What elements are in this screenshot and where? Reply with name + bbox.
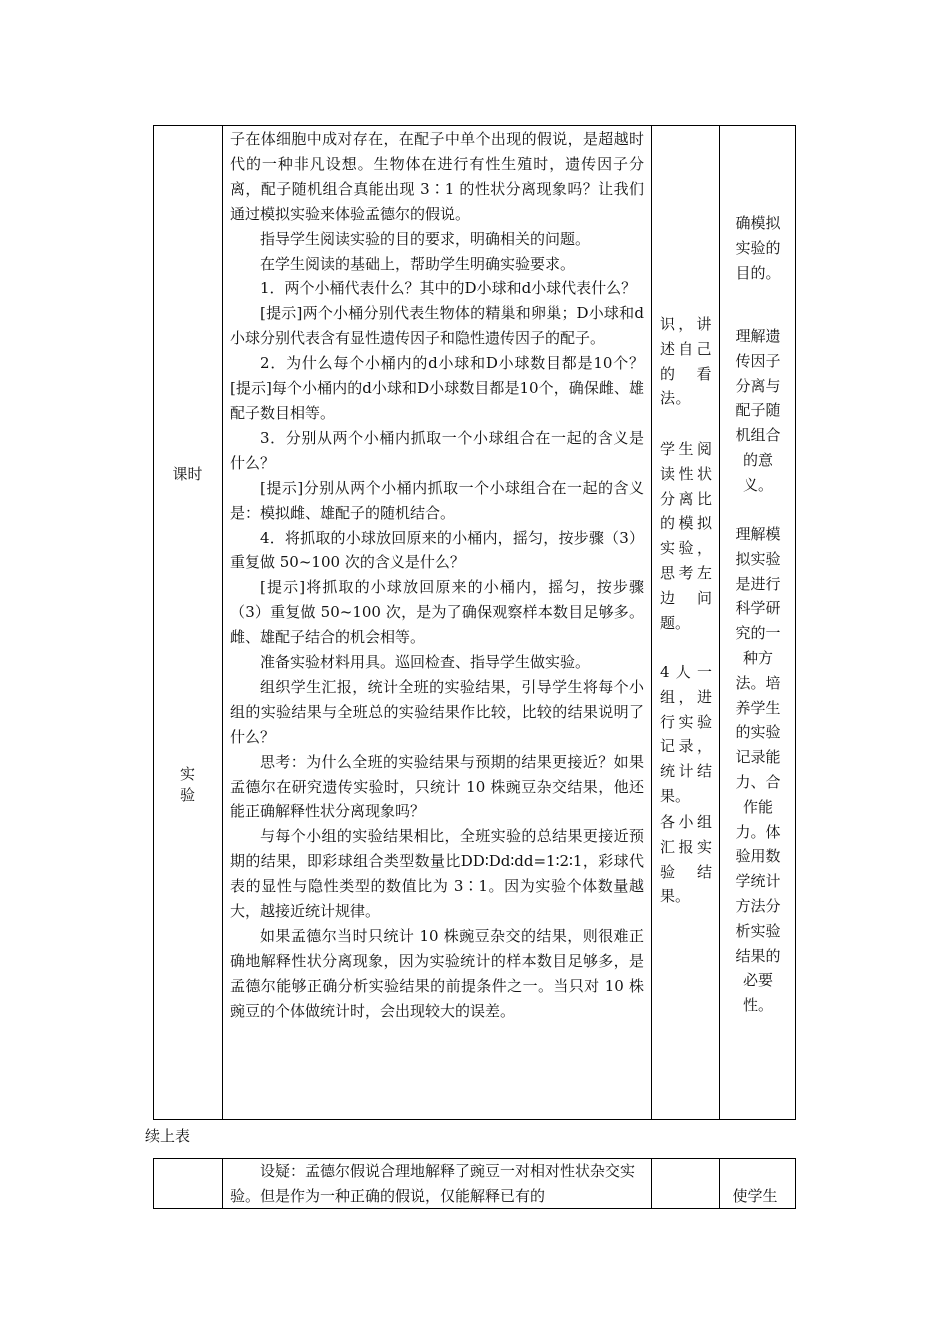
teacher-activity-column: [222, 125, 651, 1120]
teacher-paragraph: 4．将抓取的小球放回原来的小桶内，摇匀，按步骤（3）重复做 50~100 次的含义是什么？: [230, 528, 644, 572]
design-intent-1: 确模拟实验的目的。: [735, 214, 781, 282]
lesson-label: 课时: [172, 465, 203, 483]
continued-teacher-text: 设疑：孟德尔假说合理地解释了豌豆一对相对性状杂交实验。但是作为一种正确的假说，仅能解释已有的: [230, 1162, 636, 1205]
teacher-paragraph: 准备实验材料用具。巡回检查、指导学生做实验。: [260, 653, 591, 672]
teacher-activity-text: [230, 127, 644, 1024]
teacher-paragraph: 1．两个小桶代表什么？其中的D小球和d小球代表什么？: [260, 279, 637, 298]
student-activity-4: 各小组汇报实验结果。: [660, 813, 712, 906]
teacher-paragraph: 与每个小组的实验结果相比，全班实验的总结果更接近预期的结果，即彩球组合类型数量比DD∶Dd∶dd=1∶2∶1，彩球代表的显性与隐性类型的数值比为 3∶1。因为实验个体数量越大，越接近统计规律。: [230, 827, 644, 921]
teacher-paragraph: 组织学生汇报，统计全班的实验结果，引导学生将每个小组的实验结果与全班总的实验结果作比较，比较的结果说明了什么？: [230, 677, 644, 746]
design-intent-3: 理解模拟实验是进行科学研究的一种方法。培养学生的实验记录能力、合作能力。体验用数学统计方法分析实验结果的必要性。: [735, 525, 781, 1015]
continued-table-label: 续上表: [145, 1127, 191, 1145]
teacher-paragraph: 3．分别从两个小桶内抓取一个小球组合在一起的含义是什么？: [230, 428, 644, 472]
student-activity-column: [651, 125, 719, 1120]
teacher-paragraph: 指导学生阅读实验的目的要求，明确相关的问题。: [260, 229, 591, 248]
experiment-label: 实 验: [179, 765, 205, 804]
student-activity-2: 学生阅读性状分离比的模拟实验，思考左边问题。: [660, 440, 712, 632]
continued-design-intent: 使学生: [732, 1187, 778, 1205]
lesson-plan-table: [153, 125, 796, 1120]
teacher-paragraph: 子在体细胞中成对存在，在配子中单个出现的假说，是超越时代的一种非凡设想。生物体在进行有性生殖时，遗传因子分离，配子随机组合真能出现 3∶1 的性状分离现象吗？让我们通过模拟实验来体验孟德尔的假说。: [230, 130, 644, 223]
teacher-paragraph: [提示]分别从两个小桶内抓取一个小球组合在一起的含义是：模拟雌、雄配子的随机结合。: [230, 478, 644, 522]
row-label-column: [153, 125, 222, 1120]
student-activity-3: 4人一组，进行实验记录，统计结果。: [660, 663, 712, 805]
teacher-paragraph: 思考：为什么全班的实验结果与预期的结果更接近？如果孟德尔在研究遗传实验时，只统计 10 株豌豆杂交结果，他还能正确解释性状分离现象吗？: [230, 752, 644, 821]
teacher-paragraph: [提示]将抓取的小球放回原来的小桶内，摇匀，按步骤（3）重复做 50~100 次，是为了确保观察样本数目足够多。雌、雄配子结合的机会相等。: [230, 578, 644, 647]
design-intent-2: 理解遗传因子分离与配子随机组合的意义。: [735, 327, 781, 494]
teacher-paragraph: 2．为什么每个小桶内的d小球和D小球数目都是10个？[提示]每个小桶内的d小球和D小球数目都是10个，确保雌、雄配子数目相等。: [230, 354, 644, 422]
student-activity-1: 识，讲述自己的看法。: [660, 315, 712, 408]
teacher-paragraph: 如果孟德尔当时只统计 10 株豌豆杂交的结果，则很难正确地解释性状分离现象，因为实验统计的样本数目足够多，是孟德尔能够正确分析实验结果的前提条件之一。当只对 10 株豌豆的个体做统计时，会出现较大的误差。: [230, 927, 644, 1020]
teacher-paragraph: [提示]两个小桶分别代表生物体的精巢和卵巢；D小球和d小球分别代表含有显性遗传因子和隐性遗传因子的配子。: [230, 304, 644, 348]
teacher-paragraph: 在学生阅读的基础上，帮助学生明确实验要求。: [260, 254, 576, 273]
design-intent-column: [719, 125, 796, 1120]
